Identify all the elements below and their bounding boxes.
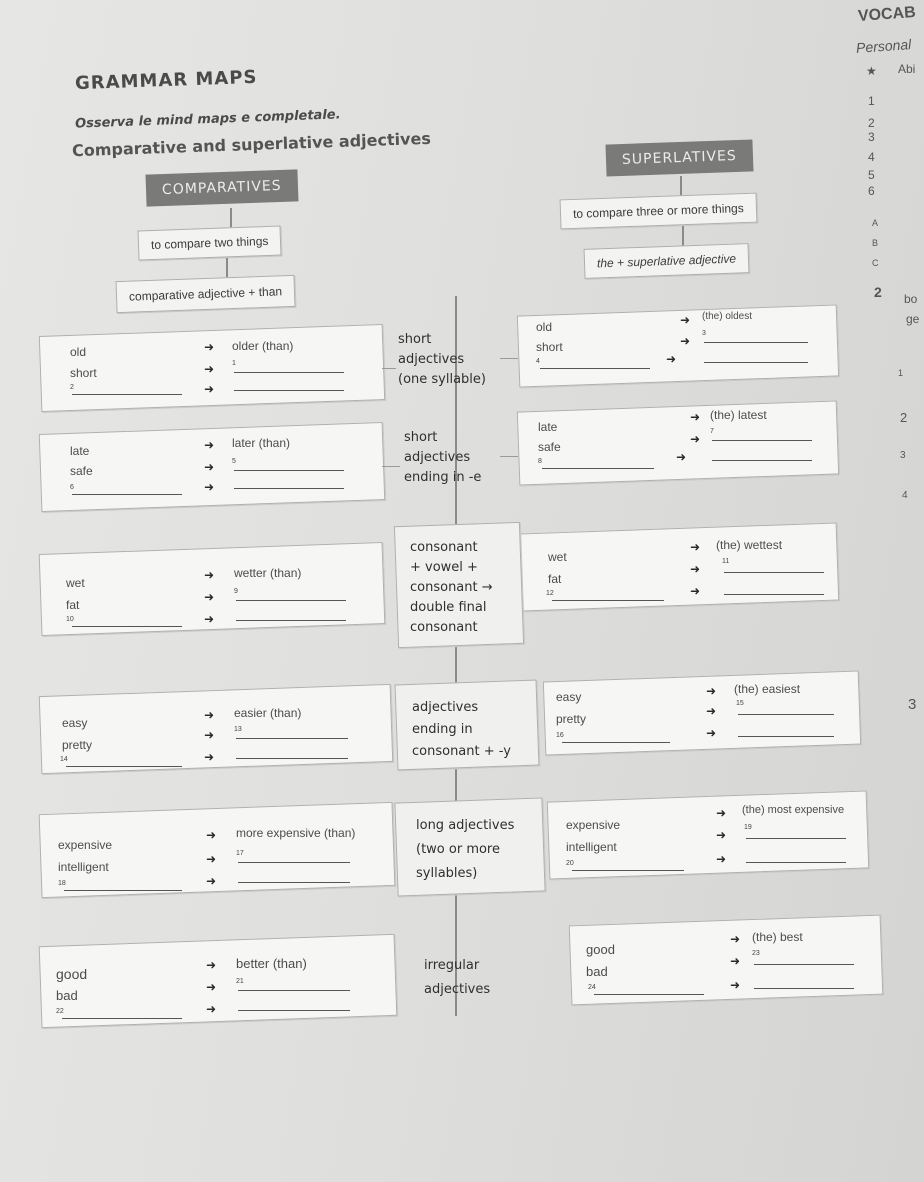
superlative-box-row1 [517,304,839,387]
superlatives-formula-box: the + superlative adjective [584,243,750,279]
answer-blank[interactable] [238,998,350,1011]
answer-blank[interactable] [572,858,684,871]
blank-number: 17 [236,850,244,857]
word: pretty [556,712,587,726]
word: short [70,366,97,380]
answer-blank[interactable] [562,730,670,743]
arrow-icon: ➜ [690,432,701,446]
answer-blank[interactable] [238,978,350,991]
connector-line [682,226,684,246]
connector-line [230,208,232,228]
category-line: adjectives [424,982,491,997]
word: late [538,420,558,434]
word: bad [586,964,608,979]
blank-number: 24 [588,984,596,991]
adjacent-page-text: B [872,238,879,248]
answer: (the) oldest [702,311,753,322]
answer-blank[interactable] [712,448,812,461]
arrow-icon: ➜ [204,728,215,742]
arrow-icon: ➜ [680,334,691,348]
adjacent-page-text: 5 [868,168,875,182]
category-line: consonant + -y [412,744,511,759]
arrow-icon: ➜ [204,438,215,452]
word: good [586,942,615,957]
answer: (the) latest [710,408,767,422]
blank-number: 14 [60,756,68,763]
blank-number: 2 [70,384,74,391]
word: fat [548,572,562,586]
answer-blank[interactable] [712,428,812,441]
arrow-icon: ➜ [206,1002,217,1016]
arrow-icon: ➜ [706,726,717,740]
answer-blank[interactable] [62,1006,182,1019]
arrow-icon: ➜ [716,852,727,866]
blank-number: 13 [234,726,242,733]
answer-blank[interactable] [64,878,182,891]
adjacent-page-heading: VOCAB [857,4,917,25]
word: old [70,345,87,359]
central-spine [455,296,457,1016]
comparatives-pill: COMPARATIVES [145,169,298,206]
category-line: (two or more [416,842,500,857]
category-line: + vowel + [410,560,478,575]
word: wet [548,550,567,564]
superlative-box-row2 [517,400,839,485]
answer-blank[interactable] [704,350,808,363]
adjacent-page-text: Abi [898,62,916,76]
arrow-icon: ➜ [204,382,215,396]
blank-number: 10 [66,616,74,623]
arrow-icon: ➜ [716,806,727,820]
word: pretty [62,738,93,752]
adjacent-page-text: 4 [868,150,875,164]
category-line: adjectives [412,700,479,715]
answer-blank[interactable] [72,482,182,495]
adjacent-page-text: 6 [868,184,875,198]
answer-blank[interactable] [234,458,344,471]
superlatives-pill: SUPERLATIVES [605,139,753,176]
answer-blank[interactable] [234,378,344,391]
arrow-icon: ➜ [730,978,741,992]
blank-number: 1 [232,360,236,367]
adjacent-page-subheading: Personal [855,36,912,56]
word: short [536,340,563,354]
answer-blank[interactable] [746,850,846,863]
word: late [70,444,90,458]
answer-blank[interactable] [594,982,704,995]
answer-blank[interactable] [238,850,350,863]
category-line: irregular [424,958,480,973]
answer-blank[interactable] [542,456,654,469]
answer-blank[interactable] [540,356,650,369]
arrow-icon: ➜ [690,562,701,576]
blank-number: 9 [234,588,238,595]
answer: later (than) [232,436,291,450]
arrow-icon: ➜ [206,958,217,972]
blank-number: 21 [236,978,244,985]
word: safe [70,464,93,478]
answer-blank[interactable] [754,976,854,989]
answer: wetter (than) [234,566,302,580]
adjacent-page-text: C [872,258,879,268]
answer-blank[interactable] [236,726,348,739]
answer-blank[interactable] [236,608,346,621]
adjacent-page-text: 3 [908,696,917,713]
arrow-icon: ➜ [204,480,215,494]
blank-number: 19 [744,824,752,831]
answer-blank[interactable] [66,754,182,767]
word: expensive [58,838,113,852]
category-line: adjectives [398,352,465,367]
word: intelligent [566,840,617,854]
answer-blank[interactable] [238,870,350,883]
arrow-icon: ➜ [706,684,717,698]
adjacent-page-text: 1 [898,368,904,378]
arrow-icon: ➜ [716,828,727,842]
connector-line [226,258,228,278]
comparatives-formula-box: comparative adjective + than [115,275,295,313]
word: expensive [566,818,621,832]
category-line: short [404,430,438,445]
blank-number: 7 [710,428,714,435]
word: safe [538,440,561,454]
answer-blank[interactable] [236,588,346,601]
adjacent-page-text: bo [904,292,918,306]
answer-blank[interactable] [234,476,344,489]
category-line: ending in [412,722,473,737]
arrow-icon: ➜ [204,362,215,376]
category-line: double final [410,600,487,615]
category-line: (one syllable) [398,372,486,387]
word: fat [66,598,80,612]
adjacent-page-text: 3 [900,450,906,461]
adjacent-page-text: 2 [868,116,875,130]
blank-number: 5 [232,458,236,465]
blank-number: 3 [702,330,706,337]
answer: older (than) [232,339,294,353]
answer-blank[interactable] [746,826,846,839]
answer: more expensive (than) [236,826,356,840]
answer-blank[interactable] [234,360,344,373]
answer-blank[interactable] [738,724,834,737]
star-icon: ★ [866,64,877,78]
answer: easier (than) [234,706,302,720]
category-line: consonant [410,540,478,555]
word: intelligent [58,860,109,874]
adjacent-page-text: 4 [902,490,908,501]
word: easy [556,690,582,704]
arrow-icon: ➜ [690,584,701,598]
answer: (the) easiest [734,682,801,696]
answer-blank[interactable] [724,582,824,595]
word: bad [56,988,78,1003]
blank-number: 6 [70,484,74,491]
blank-number: 22 [56,1008,64,1015]
arrow-icon: ➜ [204,708,215,722]
answer-blank[interactable] [704,330,808,343]
category-line: syllables) [416,866,478,881]
answer-blank[interactable] [236,746,348,759]
word: easy [62,716,88,730]
arrow-icon: ➜ [690,410,701,424]
answer: (the) most expensive [742,804,845,816]
word: wet [66,576,85,590]
answer: better (than) [236,956,307,971]
adjacent-page-text: ge [906,312,920,326]
arrow-icon: ➜ [730,932,741,946]
category-line: ending in -e [404,470,482,485]
section-subtitle: Comparative and superlative adjectives [71,128,432,161]
blank-number: 23 [752,950,760,957]
category-line: short [398,332,432,347]
category-line: consonant → [410,580,493,595]
comparatives-purpose-box: to compare two things [138,226,282,261]
adjacent-page-text: 2 [900,410,908,425]
grammar-maps-heading: GRAMMAR MAPS [74,66,258,95]
blank-number: 16 [556,732,564,739]
arrow-icon: ➜ [204,590,215,604]
category-line: adjectives [404,450,471,465]
answer: (the) best [752,930,803,944]
arrow-icon: ➜ [690,540,701,554]
superlatives-purpose-box: to compare three or more things [560,193,758,230]
blank-number: 18 [58,880,66,887]
blank-number: 12 [546,590,554,597]
blank-number: 11 [722,558,730,565]
adjacent-page-text: 1 [868,94,875,108]
arrow-icon: ➜ [204,612,215,626]
arrow-icon: ➜ [204,568,215,582]
category-line: long adjectives [416,818,515,833]
category-line: consonant [410,620,478,635]
arrow-icon: ➜ [206,828,217,842]
arrow-icon: ➜ [206,874,217,888]
instruction-text: Osserva le mind maps e completale. [74,107,341,132]
answer-blank[interactable] [724,560,824,573]
arrow-icon: ➜ [206,852,217,866]
connector-line [680,176,682,196]
arrow-icon: ➜ [206,980,217,994]
answer-blank[interactable] [754,952,854,965]
blank-number: 8 [538,458,542,465]
arrow-icon: ➜ [204,460,215,474]
blank-number: 4 [536,358,540,365]
arrow-icon: ➜ [706,704,717,718]
word: good [56,966,88,982]
blank-number: 15 [736,700,744,707]
adjacent-page-text: 2 [874,284,882,300]
arrow-icon: ➜ [730,954,741,968]
blank-number: 20 [566,860,574,867]
arrow-icon: ➜ [204,340,215,354]
answer: (the) wettest [716,538,783,552]
adjacent-page-text: 3 [868,130,875,144]
answer-blank[interactable] [72,614,182,627]
arrow-icon: ➜ [680,313,691,327]
answer-blank[interactable] [738,702,834,715]
arrow-icon: ➜ [676,450,687,464]
answer-blank[interactable] [552,588,664,601]
word: old [536,320,553,334]
adjacent-page-text: A [872,218,879,228]
arrow-icon: ➜ [204,750,215,764]
arrow-icon: ➜ [666,352,677,366]
answer-blank[interactable] [72,382,182,395]
